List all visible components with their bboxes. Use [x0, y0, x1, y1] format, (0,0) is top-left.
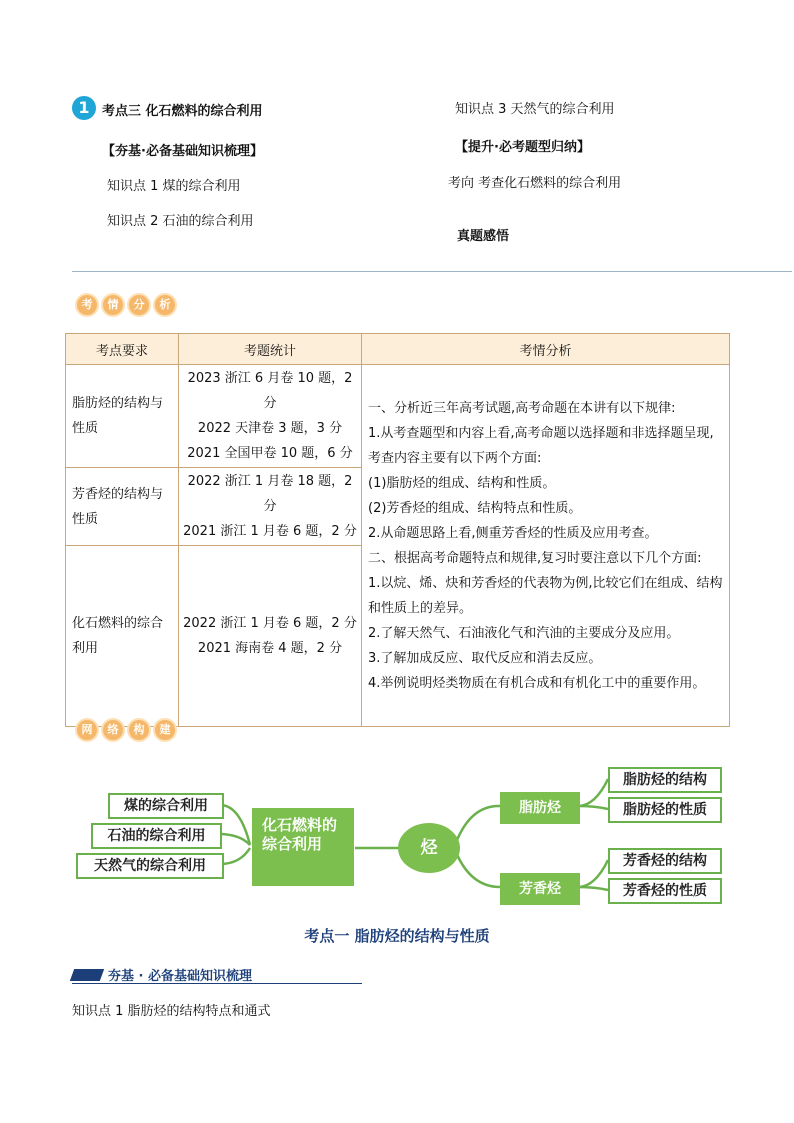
- analysis-line: (1)脂肪烃的组成、结构和性质。: [368, 475, 556, 491]
- table-row: [66, 365, 730, 468]
- node-natural-gas: 天然气的综合利用: [76, 853, 224, 879]
- badge-network: [75, 718, 177, 744]
- toc-knowledge-2[interactable]: 知识点 2 石油的综合利用: [107, 214, 254, 229]
- badge-char: 网: [75, 718, 99, 742]
- section-heading: 考点一 脂肪烃的结构与性质: [304, 927, 490, 945]
- badge-char: 情: [101, 293, 125, 317]
- section-bar: [72, 965, 362, 984]
- analysis-line: (2)芳香烃的组成、结构特点和性质。: [368, 500, 582, 516]
- col-header-analysis: 考情分析: [362, 334, 730, 365]
- node-coal: 煤的综合利用: [108, 793, 224, 819]
- node-aromatic: 芳香烃: [500, 873, 580, 905]
- badge-char: 考: [75, 293, 99, 317]
- cell-requirement: 化石燃料的综合利用: [66, 546, 179, 727]
- badge-char: 络: [101, 718, 125, 742]
- analysis-line: 3.了解加成反应、取代反应和消去反应。: [368, 650, 602, 666]
- analysis-line: 二、根据高考命题特点和规律,复习时要注意以下几个方面:: [368, 550, 702, 566]
- analysis-line: 1.从考查题型和内容上看,高考命题以选择题和非选择题呈现,考查内容主要有以下两个方面:: [368, 425, 714, 466]
- analysis-line: 一、分析近三年高考试题,高考命题在本讲有以下规律:: [368, 400, 676, 416]
- analysis-line: 4.举例说明烃类物质在有机合成和有机化工中的重要作用。: [368, 675, 706, 691]
- toc-direction[interactable]: 考向 考查化石燃料的综合利用: [448, 176, 622, 191]
- toc-knowledge-3[interactable]: 知识点 3 天然气的综合利用: [455, 102, 615, 117]
- cell-requirement: 芳香烃的结构与性质: [66, 468, 179, 546]
- cell-requirement: 脂肪烃的结构与性质: [66, 365, 179, 468]
- node-aliphatic-structure: 脂肪烃的结构: [608, 767, 722, 793]
- badge-exam-analysis: [75, 293, 177, 319]
- node-aliphatic: 脂肪烃: [500, 792, 580, 824]
- stat-line: 2021 浙江 1 月卷 6 题，2 分: [183, 524, 357, 539]
- section-bar-mark: [70, 969, 104, 981]
- node-aliphatic-property: 脂肪烃的性质: [608, 797, 722, 823]
- stat-line: 2022 浙江 1 月卷 18 题，2 分: [187, 474, 353, 514]
- knowledge-point-1: 知识点 1 脂肪烃的结构特点和通式: [72, 1004, 271, 1019]
- divider: [72, 271, 792, 272]
- col-header-stats: 考题统计: [179, 334, 362, 365]
- node-aromatic-structure: 芳香烃的结构: [608, 848, 722, 874]
- badge-char: 分: [127, 293, 151, 317]
- node-fossil-fuel: 化石燃料的综合利用: [252, 808, 354, 886]
- node-petroleum: 石油的综合利用: [91, 823, 222, 849]
- analysis-line: 2.了解天然气、石油液化气和汽油的主要成分及应用。: [368, 625, 680, 641]
- col-header-requirement: 考点要求: [66, 334, 179, 365]
- badge-char: 建: [153, 718, 177, 742]
- stat-line: 2022 浙江 1 月卷 6 题，2 分: [183, 616, 357, 631]
- node-hydrocarbon: 烃: [398, 823, 460, 873]
- table-header-row: [66, 334, 730, 365]
- toc-title[interactable]: 考点三 化石燃料的综合利用: [102, 104, 263, 119]
- badge-char: 构: [127, 718, 151, 742]
- analysis-line: 2.从命题思路上看,侧重芳香烃的性质及应用考查。: [368, 525, 658, 541]
- cell-stats: [179, 468, 362, 546]
- node-aromatic-property: 芳香烃的性质: [608, 878, 722, 904]
- section-bar-label: 夯基 · 必备基础知识梳理: [108, 969, 252, 984]
- badge-char: 析: [153, 293, 177, 317]
- section-number-badge: 1: [72, 96, 96, 120]
- toc-knowledge-1[interactable]: 知识点 1 煤的综合利用: [107, 179, 241, 194]
- cell-analysis: [362, 365, 730, 727]
- stat-line: 2022 天津卷 3 题，3 分: [197, 421, 343, 436]
- stat-line: 2021 全国甲卷 10 题，6 分: [187, 446, 353, 461]
- stat-line: 2023 浙江 6 月卷 10 题，2 分: [187, 371, 353, 411]
- analysis-line: 1.以烷、烯、炔和芳香烃的代表物为例,比较它们在组成、结构和性质上的差异。: [368, 575, 723, 616]
- toc-sub-improve[interactable]: 【提升·必考题型归纳】: [455, 140, 590, 155]
- cell-stats: [179, 365, 362, 468]
- toc-sub-foundation[interactable]: 【夯基·必备基础知识梳理】: [102, 144, 263, 159]
- cell-stats: [179, 546, 362, 727]
- exam-analysis-table: [65, 333, 730, 727]
- toc-real-questions[interactable]: 真题感悟: [457, 229, 510, 244]
- stat-line: 2021 海南卷 4 题，2 分: [197, 641, 343, 656]
